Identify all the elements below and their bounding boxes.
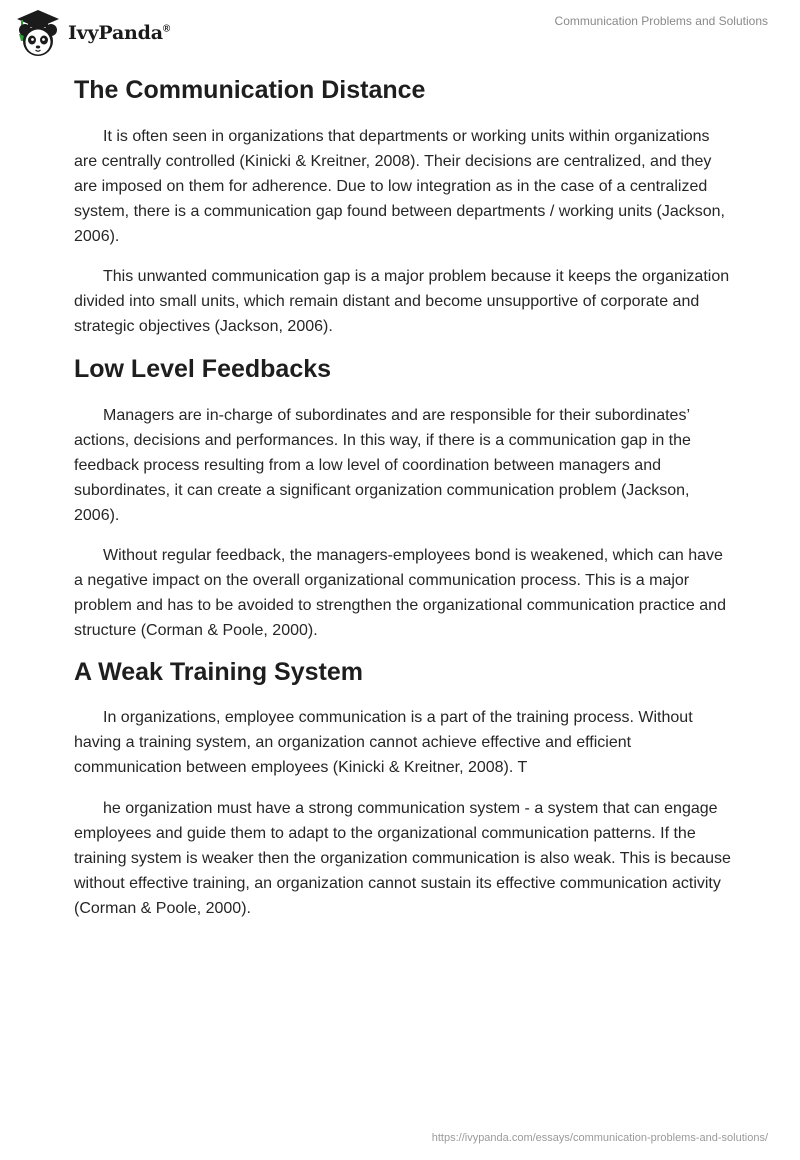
essay-content — [74, 70, 734, 921]
page-header — [0, 0, 800, 70]
paragraph: In organizations, employee communication is a part of the training process. Without having a training system, an organization cannot achieve effective and efficient communication between employees (Kinicki & Kreitner, 2008). T — [74, 709, 693, 776]
brand-name: IvyPanda® — [68, 22, 171, 44]
section-low-level-feedbacks — [74, 351, 734, 643]
section-heading: The Communication Distance — [74, 76, 426, 104]
paragraph: he organization must have a strong communication system - a system that can engage employees and guide them to adapt to the organizational communication patterns. If the training system is weaker then the organization communication is also weak. This is because without effective training, an organization cannot sustain its effective communication activity (Corman & Poole, 2000). — [74, 800, 731, 917]
document-title: Communication Problems and Solutions — [554, 14, 768, 28]
section-weak-training-system — [74, 654, 734, 921]
paragraph: Without regular feedback, the managers-employees bond is weakened, which can have a negative impact on the overall organizational communication process. This is a major problem and has to be avoided to strengthen the organizational communication practice and structure (Corman & Poole, 2000). — [74, 547, 726, 639]
section-communication-distance — [74, 72, 734, 339]
section-heading: Low Level Feedbacks — [74, 355, 332, 383]
paragraph: Managers are in-charge of subordinates and are responsible for their subordinates’ actions, decisions and performances. In this way, if there is a communication gap in the feedback process resulting from a low level of coordination between managers and subordinates, it can create a significant organization communication problem (Jackson, 2006). — [74, 407, 691, 524]
section-heading: A Weak Training System — [74, 658, 363, 686]
paragraph: This unwanted communication gap is a major problem because it keeps the organization divided into small units, which remain distant and become unsupportive of corporate and strategic objectives (Jackson, 2006). — [74, 268, 730, 335]
paragraph: It is often seen in organizations that departments or working units within organizations are centrally controlled (Kinicki & Kreitner, 2008). Their decisions are centralized, and they are imposed on them for adherence. Due to low integration as in the case of a centralized system, there is a communication gap found between departments / working units (Jackson, 2006). — [74, 128, 725, 245]
source-url-link[interactable]: https://ivypanda.com/essays/communication-problems-and-solutions/ — [431, 1132, 768, 1144]
panda-graduate-icon — [14, 8, 62, 58]
ivypanda-logo[interactable] — [14, 8, 170, 58]
